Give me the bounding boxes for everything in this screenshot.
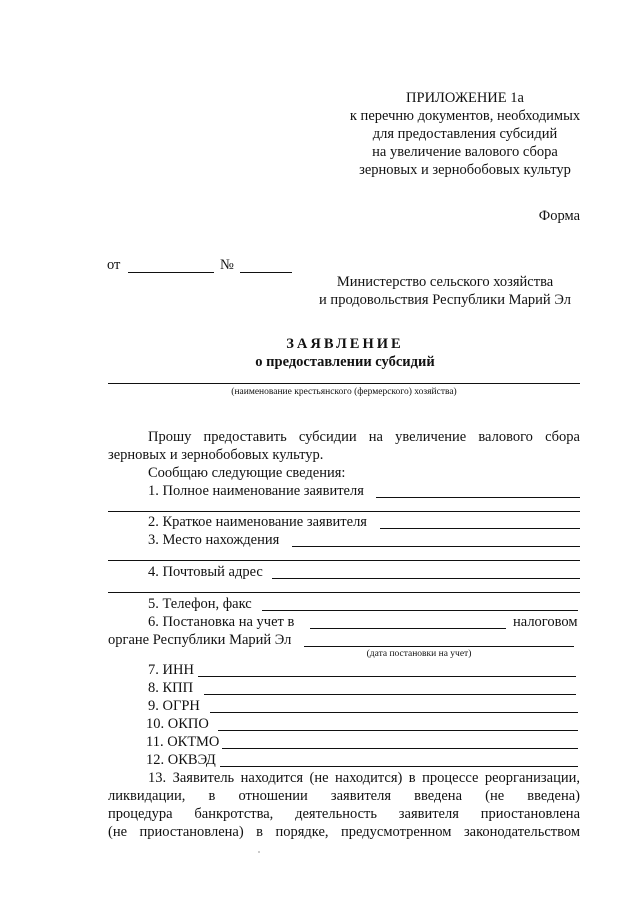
field-line-tax-authority: [304, 646, 574, 647]
clause-13-line: процедура банкротства, деятельность заявителя приостановлена: [108, 806, 580, 822]
field-label-short-name: 2. Краткое наименование заявителя: [148, 514, 367, 530]
field-label-tax-registration: 6. Постановка на учет в: [148, 614, 295, 630]
scan-speck: [258, 851, 260, 853]
field-label-kpp: 8. КПП: [148, 680, 194, 696]
appendix-line: на увеличение валового сбора: [372, 144, 558, 160]
appendix-line: зерновых и зернобобовых культур: [359, 162, 571, 178]
field-label-ogrn: 9. ОГРН: [148, 698, 200, 714]
field-label-full-name: 1. Полное наименование заявителя: [148, 483, 364, 499]
field-label-postal-address: 4. Почтовый адрес: [148, 564, 263, 580]
field-line-kpp: [204, 694, 576, 695]
clause-13-line: (не приостановлена) в порядке, предусмотренном законодательством: [108, 824, 580, 840]
farm-name-line: [108, 383, 580, 384]
field-label-location: 3. Место нахождения: [148, 532, 280, 548]
number-sign: №: [220, 257, 234, 273]
field-label-inn: 7. ИНН: [148, 662, 194, 678]
field-line-oktmo: [222, 748, 578, 749]
field-line-okved: [220, 766, 578, 767]
date-line: [128, 272, 214, 273]
field-line-postal-address: [272, 578, 580, 579]
request-text-line1: Прошу предоставить субсидии на увеличение валового сбора: [148, 429, 580, 445]
number-line: [240, 272, 292, 273]
field-line-short-name: [380, 528, 580, 529]
field-line-phone-fax: [262, 610, 578, 611]
page-subtitle: о предоставлении субсидий: [255, 354, 435, 370]
field-label-phone-fax: 5. Телефон, факс: [148, 596, 252, 612]
farm-name-caption: (наименование крестьянского (фермерского) хозяйства): [231, 387, 457, 397]
field-line-full-name-cont: [108, 511, 580, 512]
appendix-line: к перечню документов, необходимых: [349, 108, 581, 124]
appendix-line: для предоставления субсидий: [372, 126, 558, 142]
field-label-tax-authority: органе Республики Марий Эл: [108, 632, 292, 648]
field-line-location: [292, 546, 580, 547]
page-title: ЗАЯВЛЕНИЕ: [286, 336, 404, 352]
field-line-location-cont: [108, 560, 580, 561]
field-label-tax-registration-end: налоговом: [513, 614, 578, 630]
addressee-line: и продовольствия Республики Марий Эл: [319, 292, 571, 308]
request-text-line2: зерновых и зернобобовых культур.: [108, 447, 324, 463]
clause-13-line: 13. Заявитель находится (не находится) в процессе реорганизации,: [148, 770, 580, 786]
field-label-okpo: 10. ОКПО: [146, 716, 209, 732]
clause-13-line: ликвидации, в отношении заявителя введена (не введена): [108, 788, 580, 804]
field-line-okpo: [218, 730, 578, 731]
field-line-postal-address-cont: [108, 592, 580, 593]
from-prefix: от: [107, 257, 121, 273]
addressee-line: Министерство сельского хозяйства: [336, 274, 554, 290]
field-line-full-name: [376, 497, 580, 498]
info-intro: Сообщаю следующие сведения:: [148, 465, 346, 481]
field-line-tax-registration: [310, 628, 506, 629]
field-label-okved: 12. ОКВЭД: [146, 752, 216, 768]
appendix-title: ПРИЛОЖЕНИЕ 1а: [406, 90, 524, 106]
registration-date-caption: (дата постановки на учет): [366, 649, 472, 659]
field-line-inn: [198, 676, 576, 677]
form-label: Форма: [538, 208, 580, 224]
field-line-ogrn: [210, 712, 578, 713]
field-label-oktmo: 11. ОКТМО: [146, 734, 220, 750]
